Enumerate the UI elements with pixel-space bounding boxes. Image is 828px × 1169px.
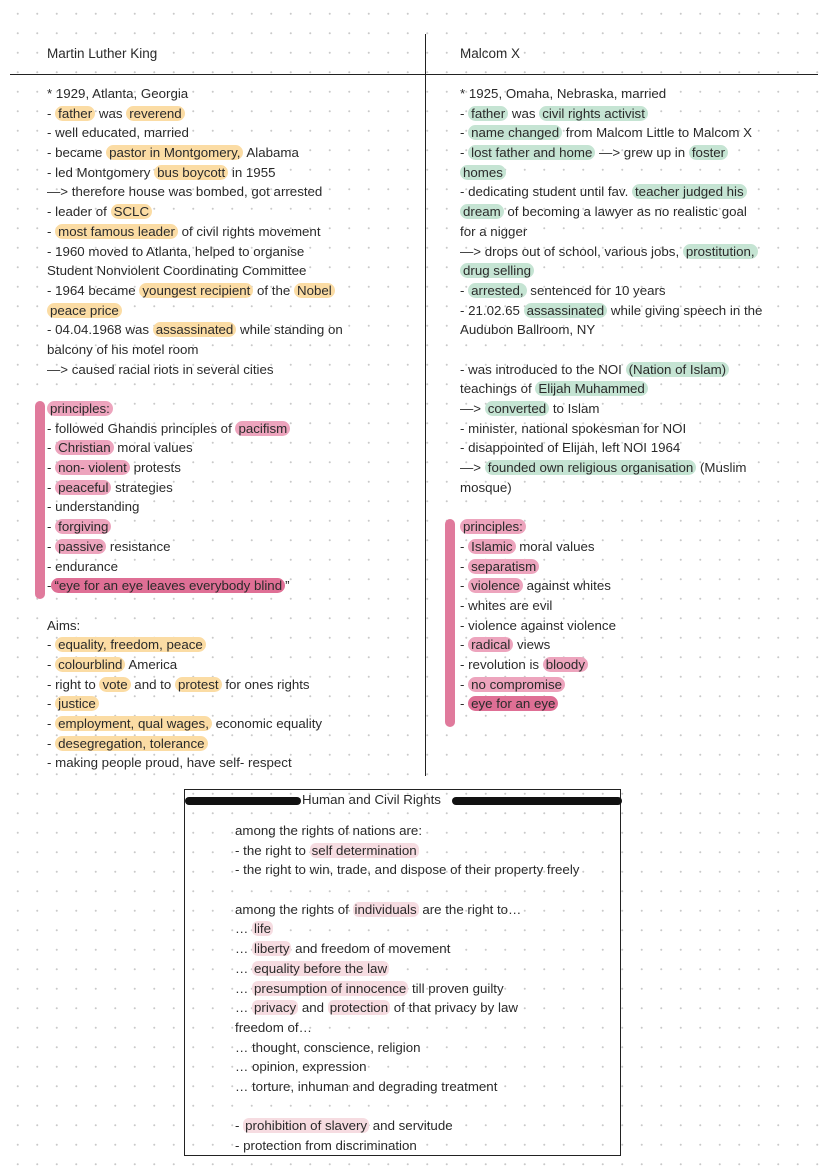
- note-text: - right to: [47, 676, 100, 692]
- highlighted-text: passive: [55, 539, 106, 554]
- note-line: [460, 261, 762, 281]
- highlighted-text: Christian: [55, 440, 113, 455]
- note-text: sentenced for 10 years: [526, 282, 666, 298]
- highlighted-text: self determination: [311, 842, 417, 858]
- note-text: Student Nonviolent Coordinating Committee: [47, 263, 307, 279]
- note-text: among the rights of: [235, 901, 353, 917]
- highlighted-text: Islamic: [468, 539, 515, 554]
- note-line: [235, 939, 579, 959]
- highlighted-text: equality before the law: [254, 960, 388, 976]
- note-line: [47, 458, 343, 478]
- note-text: views: [513, 637, 551, 653]
- note-line: [47, 399, 343, 419]
- highlighted-text: youngest recipient: [139, 283, 253, 298]
- note-line: [460, 576, 762, 596]
- note-line: [47, 202, 343, 222]
- note-line: [460, 222, 762, 242]
- note-text: * 1925, Omaha, Nebraska, married: [460, 86, 667, 101]
- note-line: [235, 1136, 579, 1156]
- note-text: -: [47, 440, 56, 456]
- note-text: —> therefore house was bombed, got arrested: [47, 184, 323, 200]
- highlighted-text: forgiving: [55, 519, 111, 534]
- note-text: Aims:: [47, 617, 81, 633]
- note-text: - 1964 became: [47, 282, 140, 298]
- note-text: - whites are evil: [460, 597, 553, 613]
- title-stripe-left: [185, 797, 301, 805]
- note-text: -: [460, 696, 469, 712]
- note-text: Audubon Ballroom, NY: [460, 322, 596, 338]
- note-line: [460, 143, 762, 163]
- note-text: -: [47, 519, 56, 535]
- note-text: protests: [129, 460, 181, 476]
- note-text: -: [47, 735, 56, 751]
- right-notes: [460, 84, 762, 714]
- highlighted-text: radical: [468, 637, 513, 652]
- note-line: [47, 734, 343, 754]
- note-text: in 1955: [228, 164, 276, 180]
- highlighted-text: peace price: [47, 303, 122, 318]
- note-text: - making people proud, have self- respect: [47, 755, 292, 771]
- highlighted-text: bus boycott: [154, 165, 228, 180]
- note-line: [460, 478, 762, 498]
- note-text: -: [460, 676, 469, 692]
- note-line: [460, 104, 762, 124]
- note-text: - 1960 moved to Atlanta, helped to organise: [47, 243, 305, 259]
- note-text: —>: [460, 460, 485, 476]
- note-line: [460, 596, 762, 616]
- highlighted-text: father: [55, 106, 95, 121]
- highlighted-text: desegregation, tolerance: [55, 736, 207, 751]
- note-text: of the: [253, 282, 294, 298]
- note-line: [47, 261, 343, 281]
- highlighted-text: homes: [460, 165, 506, 180]
- note-line: [47, 694, 343, 714]
- note-line: [47, 242, 343, 262]
- blank-line: [235, 880, 579, 900]
- note-line: [47, 360, 343, 380]
- note-line: [47, 340, 343, 360]
- blank-line: [460, 340, 762, 360]
- highlighted-text: justice: [55, 696, 99, 711]
- note-line: [235, 998, 579, 1018]
- note-text: - leader of: [47, 204, 111, 220]
- note-text: -: [47, 460, 56, 476]
- note-line: [460, 537, 762, 557]
- note-line: [235, 959, 579, 979]
- highlighted-text: prostitution,: [683, 244, 758, 259]
- note-text: - well educated, married: [47, 125, 189, 141]
- highlighted-text: SCLC: [111, 204, 152, 219]
- note-line: [47, 675, 343, 695]
- left-notes: [47, 84, 343, 773]
- note-line: [460, 419, 762, 439]
- note-line: [235, 900, 579, 920]
- highlighted-text: eye for an eye: [468, 696, 558, 711]
- note-text: strategies: [111, 479, 173, 495]
- highlighted-text: dream: [460, 204, 504, 219]
- highlighted-text: founded own religious organisation: [485, 460, 697, 475]
- note-line: [47, 557, 343, 577]
- note-text: and freedom of movement: [291, 941, 451, 957]
- right-principles-bracket: [445, 519, 455, 727]
- highlighted-text: equality, freedom, peace: [55, 637, 206, 652]
- note-line: [460, 202, 762, 222]
- note-text: —> grew up in: [595, 145, 689, 161]
- note-text: -: [47, 479, 56, 495]
- note-text: … torture, inhuman and degrading treatment: [235, 1078, 498, 1094]
- note-text: -: [460, 538, 469, 554]
- note-text: - dedicating student until fav.: [460, 184, 632, 200]
- note-text: resistance: [106, 538, 171, 554]
- note-text: -: [47, 578, 52, 594]
- note-text: - disappointed of Elijah, left NOI 1964: [460, 440, 681, 456]
- note-text: among the rights of nations are:: [235, 823, 423, 838]
- note-text: are the right to…: [418, 901, 522, 917]
- note-text: - endurance: [47, 558, 118, 574]
- highlighted-text: individuals: [354, 901, 417, 917]
- highlighted-text: teacher judged his: [632, 184, 747, 199]
- highlighted-text: “eye for an eye leaves everybody blind: [51, 578, 285, 593]
- note-text: moral values: [515, 538, 595, 554]
- note-line: [460, 694, 762, 714]
- note-line: [235, 841, 579, 861]
- note-line: [47, 438, 343, 458]
- note-line: [47, 143, 343, 163]
- note-text: balcony of his motel room: [47, 341, 199, 357]
- note-line: [235, 821, 579, 841]
- highlighted-text: bloody: [543, 657, 588, 672]
- note-text: -: [460, 145, 469, 161]
- note-text: Alabama: [243, 145, 299, 161]
- note-line: [47, 123, 343, 143]
- highlighted-text: civil rights activist: [539, 106, 648, 121]
- note-text: -: [47, 696, 56, 712]
- highlighted-text: employment, qual wages,: [55, 716, 212, 731]
- highlighted-text: privacy: [254, 1000, 297, 1016]
- highlighted-text: principles:: [460, 519, 526, 534]
- note-line: [235, 1116, 579, 1136]
- highlighted-text: peaceful: [55, 480, 111, 495]
- note-text: -: [47, 716, 56, 731]
- header-divider: [10, 74, 818, 75]
- highlighted-text: foster: [689, 145, 728, 160]
- note-line: [47, 281, 343, 301]
- highlighted-text: father: [468, 106, 508, 121]
- note-text: - 04.04.1968 was: [47, 322, 153, 338]
- note-line: [460, 635, 762, 655]
- highlighted-text: (Nation of Islam): [626, 362, 730, 377]
- note-line: [47, 714, 343, 734]
- note-text: economic equality: [211, 716, 323, 731]
- note-text: - was introduced to the NOI: [460, 361, 626, 377]
- blank-line: [235, 1097, 579, 1117]
- note-line: [47, 576, 343, 596]
- title-stripe-right: [452, 797, 622, 805]
- note-line: [47, 635, 343, 655]
- note-text: - protection from discrimination: [235, 1138, 417, 1153]
- note-text: —> caused racial riots in several cities: [47, 361, 274, 377]
- note-line: [460, 517, 762, 537]
- note-text: -: [460, 282, 469, 298]
- note-line: [460, 616, 762, 636]
- note-line: [235, 919, 579, 939]
- highlighted-text: protest: [175, 677, 222, 692]
- note-line: [460, 182, 762, 202]
- highlighted-text: pacifism: [235, 421, 290, 436]
- note-text: …: [235, 960, 252, 976]
- note-text: moral values: [113, 440, 193, 456]
- note-line: [47, 655, 343, 675]
- note-line: [460, 242, 762, 262]
- note-line: [47, 163, 343, 183]
- note-text: of civil rights movement: [177, 223, 321, 239]
- highlighted-text: most famous leader: [55, 224, 178, 239]
- note-text: …: [235, 921, 252, 937]
- note-text: - the right to: [235, 842, 310, 858]
- note-text: … thought, conscience, religion: [235, 1039, 421, 1055]
- note-line: [47, 419, 343, 439]
- highlighted-text: no compromise: [468, 677, 565, 692]
- note-text: while giving speech in the: [607, 302, 763, 318]
- note-text: America: [125, 656, 178, 672]
- highlighted-text: protection: [329, 1000, 389, 1016]
- highlighted-text: reverend: [126, 106, 184, 121]
- note-line: [460, 379, 762, 399]
- note-text: of that privacy by law: [390, 1000, 518, 1016]
- highlighted-text: arrested,: [468, 283, 526, 298]
- left-principles-bracket: [35, 401, 45, 599]
- note-line: [235, 1018, 579, 1038]
- note-text: -: [460, 558, 469, 574]
- note-line: [47, 182, 343, 202]
- note-text: …: [235, 941, 252, 957]
- blank-line: [47, 379, 343, 399]
- note-text: -: [47, 223, 56, 239]
- note-text: (Muslim: [696, 460, 747, 476]
- note-line: [235, 1077, 579, 1097]
- highlighted-text: converted: [485, 401, 549, 416]
- note-text: to Islam: [549, 401, 600, 416]
- note-line: [235, 1057, 579, 1077]
- note-line: [47, 497, 343, 517]
- note-line: [460, 675, 762, 695]
- note-text: and: [298, 1000, 328, 1016]
- note-text: - violence against violence: [460, 617, 616, 633]
- note-text: —>: [460, 401, 485, 416]
- note-line: [460, 557, 762, 577]
- column-divider: [425, 34, 426, 776]
- note-text: * 1929, Atlanta, Georgia: [47, 86, 189, 101]
- note-text: - the right to win, trade, and dispose of their property freely: [235, 862, 580, 878]
- highlighted-text: separatism: [468, 559, 539, 574]
- highlighted-text: principles:: [47, 401, 113, 416]
- highlighted-text: presumption of innocence: [254, 980, 407, 996]
- note-line: [460, 163, 762, 183]
- note-text: while standing on: [236, 322, 343, 338]
- note-text: -: [47, 105, 56, 121]
- note-line: [47, 301, 343, 321]
- highlighted-text: violence: [468, 578, 523, 593]
- note-text: —> drops out of school, various jobs,: [460, 243, 683, 259]
- note-text: -: [460, 637, 469, 653]
- note-line: [460, 301, 762, 321]
- note-text: and servitude: [369, 1118, 453, 1134]
- note-text: against whites: [522, 578, 611, 594]
- note-line: [460, 123, 762, 143]
- note-line: [47, 320, 343, 340]
- highlighted-text: colourblind: [55, 657, 125, 672]
- highlighted-text: life: [254, 921, 271, 937]
- highlighted-text: prohibition of slavery: [245, 1118, 368, 1134]
- blank-line: [460, 497, 762, 517]
- right-header: Malcom X: [460, 46, 521, 61]
- note-line: [460, 281, 762, 301]
- note-line: [47, 478, 343, 498]
- rights-notes: [235, 821, 579, 1156]
- note-line: [460, 458, 762, 478]
- note-text: …: [235, 1000, 252, 1016]
- note-line: [47, 104, 343, 124]
- note-text: freedom of…: [235, 1019, 312, 1035]
- highlighted-text: drug selling: [460, 263, 534, 278]
- note-line: [460, 399, 762, 419]
- note-line: [460, 320, 762, 340]
- note-text: of becoming a lawyer as no realistic goal: [503, 204, 747, 220]
- note-text: for a nigger: [460, 223, 528, 239]
- note-text: -: [235, 1118, 244, 1134]
- note-line: [47, 222, 343, 242]
- note-line: [235, 1038, 579, 1058]
- note-text: till proven guilty: [408, 980, 504, 996]
- highlighted-text: assassinated: [524, 303, 608, 318]
- highlighted-text: name changed: [468, 125, 562, 140]
- blank-line: [47, 596, 343, 616]
- note-text: mosque): [460, 479, 512, 495]
- note-line: [47, 517, 343, 537]
- note-text: - became: [47, 145, 107, 161]
- highlighted-text: Elijah Muhammed: [535, 381, 647, 396]
- note-line: [460, 360, 762, 380]
- note-text: was: [508, 105, 540, 121]
- highlighted-text: Nobel: [294, 283, 335, 298]
- note-line: [460, 438, 762, 458]
- note-text: -: [47, 538, 56, 554]
- note-text: - minister, national spokesman for NOI: [460, 420, 687, 436]
- note-text: - led Montgomery: [47, 164, 155, 180]
- note-text: … opinion, expression: [235, 1059, 367, 1075]
- note-text: and to: [130, 676, 175, 692]
- note-text: -: [460, 578, 469, 594]
- note-text: teachings of: [460, 381, 536, 397]
- note-line: [47, 537, 343, 557]
- note-text: -: [460, 105, 469, 121]
- note-text: -: [47, 637, 56, 653]
- note-text: for ones rights: [221, 676, 310, 692]
- highlighted-text: pastor in Montgomery,: [106, 145, 243, 160]
- note-line: [47, 84, 343, 104]
- highlighted-text: lost father and home: [468, 145, 595, 160]
- note-text: - understanding: [47, 499, 140, 515]
- note-text: was: [95, 105, 127, 121]
- note-line: [47, 616, 343, 636]
- note-text: ”: [285, 578, 290, 594]
- note-text: …: [235, 980, 252, 996]
- highlighted-text: assassinated: [153, 322, 237, 337]
- note-line: [460, 84, 762, 104]
- note-text: -: [47, 656, 56, 672]
- note-line: [235, 979, 579, 999]
- note-text: -: [460, 125, 469, 141]
- highlighted-text: non- violent: [55, 460, 130, 475]
- note-text: - followed Ghandis principles of: [47, 420, 236, 436]
- highlighted-text: liberty: [254, 941, 290, 957]
- note-line: [47, 753, 343, 773]
- left-header: Martin Luther King: [47, 46, 158, 61]
- note-text: - revolution is: [460, 656, 543, 672]
- note-text: from Malcom Little to Malcom X: [562, 125, 753, 141]
- note-text: - 21.02.65: [460, 302, 524, 318]
- highlighted-text: vote: [99, 677, 130, 692]
- note-line: [235, 860, 579, 880]
- note-line: [460, 655, 762, 675]
- rights-box-title: Human and Civil Rights: [302, 792, 441, 807]
